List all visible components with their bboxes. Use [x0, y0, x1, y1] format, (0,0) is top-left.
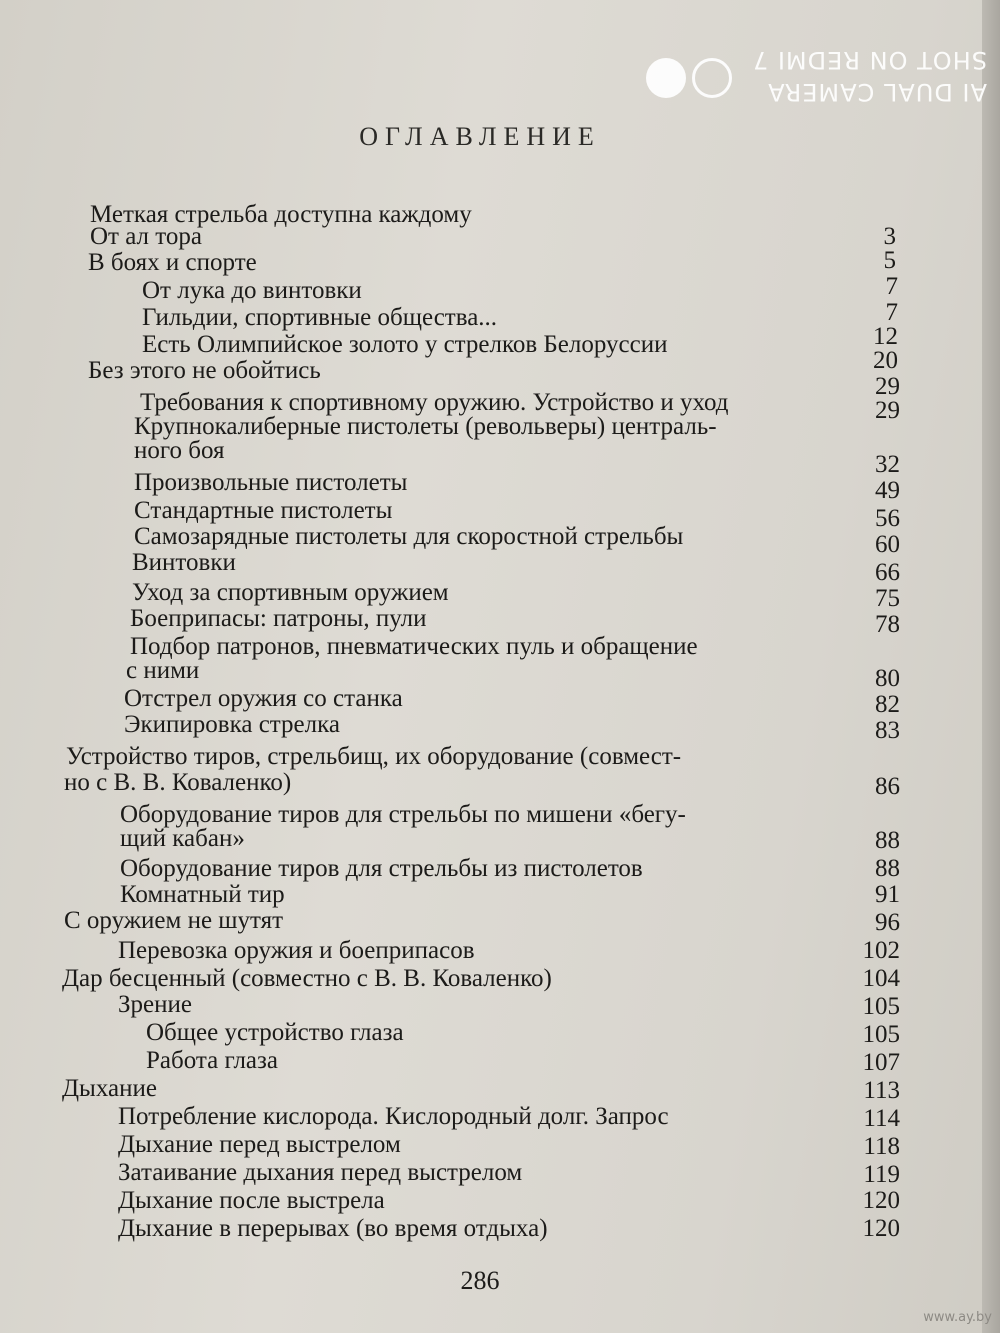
toc-entry-page: 86	[875, 773, 900, 800]
toc-entry-page: 7	[885, 299, 898, 326]
toc-entry-text: Дыхание после выстрела	[118, 1187, 385, 1214]
toc-entry-text: Дар бесценный (совместно с В. В. Коваленко)	[62, 965, 552, 992]
toc-entry-text: но с В. В. Коваленко)	[64, 769, 292, 796]
site-watermark: www.ay.by	[923, 1310, 992, 1325]
toc-entry-page: 60	[875, 531, 900, 558]
toc-entry-text: ного боя	[134, 437, 225, 464]
toc-entry-page: 78	[875, 611, 900, 638]
toc-entry-text: Дыхание перед выстрелом	[118, 1131, 401, 1158]
toc-entry-text: Оборудование тиров для стрельбы по мишени «бегу-	[120, 801, 686, 828]
toc-entry-text: Зрение	[118, 991, 192, 1018]
toc-entry-text: Оборудование тиров для стрельбы из пистолетов	[120, 855, 643, 882]
toc-entry-page: 96	[875, 909, 900, 936]
toc-entry-text: От лука до винтовки	[142, 277, 362, 304]
watermark-line-1: AI DUAL CAMERA	[767, 78, 987, 106]
toc-entry-text: Работа глаза	[146, 1047, 278, 1074]
toc-entry-page: 118	[863, 1133, 900, 1160]
toc-entry-text: Дыхание	[62, 1075, 157, 1102]
toc-entry-text: Произвольные пистолеты	[134, 469, 408, 496]
toc-entry-text: Требования к спортивному оружию. Устройство и уход	[140, 389, 729, 416]
toc-entry-page: 120	[862, 1215, 900, 1242]
lens-ring-icon	[692, 58, 732, 98]
camera-watermark	[632, 40, 987, 110]
toc-entry-page: 102	[862, 937, 900, 964]
toc-entry-page: 114	[863, 1105, 900, 1132]
toc-entry-page: 20	[873, 347, 898, 374]
toc-entry-page: 5	[883, 247, 896, 274]
toc-entry-text: Общее устройство глаза	[146, 1019, 404, 1046]
page-number: 286	[460, 1266, 500, 1295]
toc-entry-text: Уход за спортивным оружием	[132, 579, 449, 606]
toc-entry-text: Подбор патронов, пневматических пуль и обращение	[130, 633, 698, 660]
toc-entry-page: 104	[862, 965, 900, 992]
toc-entry-text: Отстрел оружия со станка	[124, 685, 403, 712]
page-edge	[982, 0, 1000, 1333]
toc-entry-page: 105	[862, 1021, 900, 1048]
toc-entry-page: 119	[863, 1161, 900, 1188]
toc-entry-page: 113	[863, 1077, 900, 1104]
toc-entry-text: Есть Олимпийское золото у стрелков Белоруссии	[142, 331, 668, 358]
toc-entry-text: Меткая стрельба доступна каждому	[90, 201, 472, 228]
toc-entry-page: 88	[875, 827, 900, 854]
toc-entry-text: Дыхание в перерывах (во время отдыха)	[118, 1215, 548, 1242]
toc-entry-page: 82	[875, 691, 900, 718]
toc-entry-text: Без этого не обойтись	[88, 357, 321, 384]
toc-entry-page: 56	[875, 505, 900, 532]
toc-entry-text: Самозарядные пистолеты для скоростной стрельбы	[134, 523, 684, 550]
toc-entry-page: 83	[875, 717, 900, 744]
toc-entry-page: 88	[875, 855, 900, 882]
toc-entry-page: 3	[883, 223, 896, 250]
toc-entry-page: 120	[862, 1187, 900, 1214]
toc-entry-text: Потребление кислорода. Кислородный долг. Запрос	[118, 1103, 669, 1130]
lens-dot-icon	[646, 58, 686, 98]
toc-entry-page: 12	[873, 323, 898, 350]
toc-entry-text: От ал тора	[90, 223, 202, 250]
toc-entry-page: 66	[875, 559, 900, 586]
toc-entry-text: Стандартные пистолеты	[134, 497, 393, 524]
toc-entry-text: с ними	[126, 657, 200, 684]
toc-entry-text: Комнатный тир	[120, 881, 285, 908]
watermark-line-2: SHOT ON REDMI 7	[752, 46, 987, 74]
toc-entry-page: 107	[862, 1049, 900, 1076]
page-title: ОГЛАВЛЕНИЕ	[359, 122, 601, 151]
toc-entry-text: Гильдии, спортивные общества...	[142, 304, 498, 331]
toc-entry-text: Крупнокалиберные пистолеты (револьверы) централь-	[134, 413, 717, 440]
watermark-text	[752, 44, 987, 108]
toc-entry-page: 29	[875, 397, 900, 424]
toc-entry-text: Устройство тиров, стрельбищ, их оборудование (совмест-	[66, 743, 682, 770]
toc-entry-page: 80	[875, 665, 900, 692]
toc-entry-text: С оружием не шутят	[64, 907, 284, 934]
toc-entry-page: 32	[875, 451, 900, 478]
toc-entry-text: В боях и спорте	[88, 249, 257, 276]
toc-entry-page: 91	[875, 881, 900, 908]
toc-entry-text: Экипировка стрелка	[124, 711, 340, 738]
toc-entry-text: щий кабан»	[120, 825, 245, 852]
toc-entry-page: 49	[875, 477, 900, 504]
toc-entry-text: Боеприпасы: патроны, пули	[130, 605, 427, 632]
toc-entry-page: 105	[862, 993, 900, 1020]
toc-entry-page: 7	[885, 273, 898, 300]
toc-entry-text: Затаивание дыхания перед выстрелом	[118, 1159, 523, 1186]
toc-entry-page: 75	[875, 585, 900, 612]
toc-entry-text: Винтовки	[132, 549, 236, 576]
toc-entry-text: Перевозка оружия и боеприпасов	[118, 937, 475, 964]
toc-entry-page: 29	[875, 373, 900, 400]
